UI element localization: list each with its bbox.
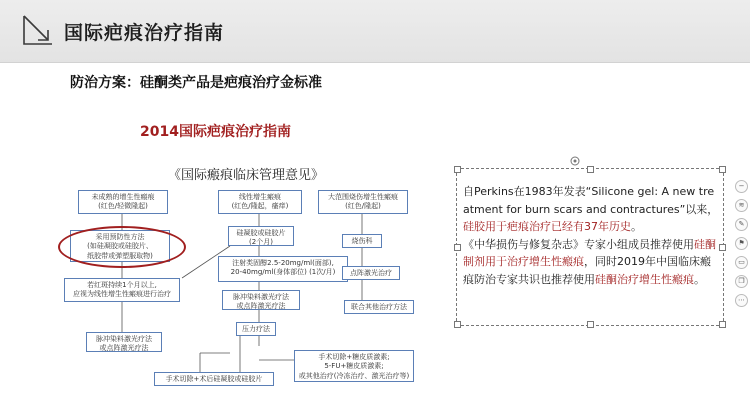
side-toolbar <box>734 180 748 306</box>
flow-box-burn-scar: 大范围烧伤增生性瘢痕 (红色/隆起) <box>318 190 408 214</box>
flow-box-pressure: 压力疗法 <box>236 322 276 336</box>
more-icon[interactable]: ⋯ <box>735 294 748 307</box>
flow-box-linear-scar: 线性增生瘢痕 (红色/隆起，瘙痒) <box>218 190 302 214</box>
slide-subtitle: 防治方案：硅酮类产品是疤痕治疗金标准 <box>70 75 322 91</box>
flow-box-burn-dept: 烧伤科 <box>342 234 382 248</box>
flow-box-pdl-laser-1: 脉冲染料激光疗法 或点阵激光疗法 <box>222 290 300 310</box>
header-bar <box>0 0 750 63</box>
minus-icon[interactable]: − <box>735 180 748 193</box>
arrow-logo-icon <box>20 14 54 48</box>
resize-handle-tl[interactable] <box>454 166 461 173</box>
guide-title: 2014国际疤痕治疗指南 <box>140 124 291 140</box>
copy-icon[interactable]: ❐ <box>735 275 748 288</box>
highlight-circle <box>58 226 186 268</box>
stamp-icon[interactable]: ⚑ <box>735 237 748 250</box>
layers-icon[interactable]: ≋ <box>735 199 748 212</box>
flow-box-combined-therapy: 联合其他治疗方法 <box>344 300 414 314</box>
resize-handle-l[interactable] <box>454 244 461 251</box>
resize-handle-t[interactable] <box>587 166 594 173</box>
textbox-content[interactable]: 自Perkins在1983年发表“Silicone gel: A new treatment for burn scars and contractures”以来，硅胶用于疤痕治疗已经有37年历史。 《中华损伤与修复杂志》专家小组成员推荐使用硅酮制剂用于治疗增生性瘢痕，同时2019年中国临床瘢痕防治专家共识也推荐使用硅酮治疗增生性瘢痕。 <box>463 185 719 286</box>
flow-box-steroid-injection: 注射类固醇2.5-20mg/ml(面部), 20-40mg/ml(身体部位) (1次/月) <box>218 256 348 282</box>
screen-icon[interactable]: ▭ <box>735 256 748 269</box>
resize-handle-br[interactable] <box>719 321 726 328</box>
flow-box-surgery-steroid: 手术切除+糖皮质激素; 5-FU+糖皮质激素; 或其他治疗(冷冻治疗、激光治疗等) <box>294 350 414 382</box>
resize-handle-tr[interactable] <box>719 166 726 173</box>
page-title: 国际疤痕治疗指南 <box>64 22 225 44</box>
flow-box-surgery-silicone: 手术切除+术后硅凝胶或硅胶片 <box>154 372 274 386</box>
flowchart-image <box>50 160 440 396</box>
flow-box-immature-scar: 未成熟的增生性瘢痕 (红色/轻微隆起) <box>78 190 168 214</box>
rotate-handle-icon[interactable] <box>570 156 580 166</box>
flowchart-title: 《国际瘢痕临床管理意见》 <box>168 168 325 183</box>
flow-box-silicone-gel: 硅凝胶或硅胶片 (2个月) <box>228 226 294 246</box>
flow-box-erythema: 若红斑持续1个月以上, 应视为线性增生性瘢痕进行治疗 <box>64 278 180 302</box>
selected-textbox[interactable] <box>456 168 724 326</box>
pen-icon[interactable]: ✎ <box>735 218 748 231</box>
flow-box-pdl-laser-2: 脉冲染料激光疗法 或点阵激光疗法 <box>86 332 162 352</box>
resize-handle-r[interactable] <box>719 244 726 251</box>
flow-box-prevention: 采用预防性方法 (如硅凝胶或硅胶片、 纸胶带或弹塑服取物) <box>70 230 170 262</box>
flow-box-fractional-laser: 点阵激光治疗 <box>342 266 400 280</box>
resize-handle-bl[interactable] <box>454 321 461 328</box>
resize-handle-b[interactable] <box>587 321 594 328</box>
